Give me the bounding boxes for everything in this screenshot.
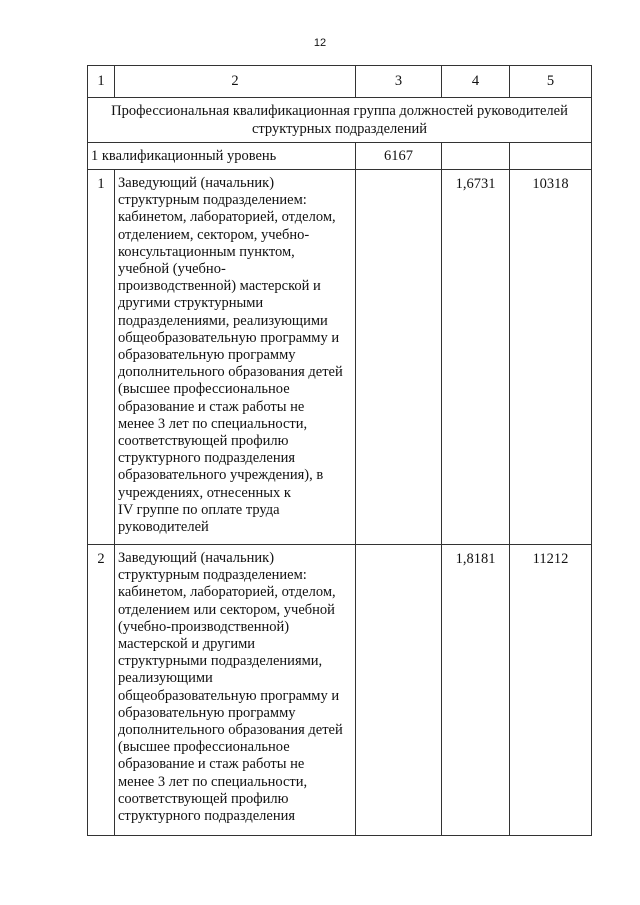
description-line: кабинетом, лабораторией, отделом,: [118, 209, 336, 226]
description-line: соответствующей профилю: [118, 433, 289, 450]
salary-cell: 11212: [510, 545, 592, 836]
description-line: структурными подразделениями,: [118, 653, 323, 670]
column-header: 2: [115, 66, 356, 98]
description-line: менее 3 лет по специальности,: [118, 773, 308, 790]
qualification-level-code: 6167: [356, 143, 442, 170]
group-title-line: структурных подразделений: [251, 121, 428, 137]
description-line: образование и стаж работы не: [118, 756, 305, 773]
description-line: Заведующий (начальник): [118, 175, 275, 191]
table-header-row: [88, 66, 592, 98]
salary-table: [87, 65, 592, 836]
description-line: структурным подразделением:: [118, 192, 307, 209]
group-title: [88, 98, 592, 143]
description-line: подразделениями, реализующими: [118, 312, 328, 329]
row-number: 2: [88, 545, 115, 836]
empty-cell: [510, 143, 592, 170]
empty-cell: [442, 143, 510, 170]
salary-cell: 10318: [510, 170, 592, 545]
group-title-line: Профессиональная квалификационная группа должностей руководителей: [111, 103, 568, 119]
table-row: [88, 545, 592, 836]
description-line: (учебно-производственной): [118, 618, 290, 635]
description-line: структурного подразделения: [118, 808, 296, 825]
description-line: соответствующей профилю: [118, 790, 289, 807]
description-line: консультационным пунктом,: [118, 243, 295, 260]
description-line: отделением, сектором, учебно-: [118, 226, 310, 243]
description-line: образовательного учреждения), в: [118, 467, 324, 484]
description-line: дополнительного образования детей: [118, 364, 343, 381]
description-line: учреждениях, отнесенных к: [118, 484, 291, 501]
category-cell: [356, 170, 442, 545]
description-line: образовательную программу: [118, 704, 296, 721]
description-line: общеобразовательную программу и: [118, 687, 340, 704]
description-line: менее 3 лет по специальности,: [118, 415, 308, 432]
qualification-level-row: [88, 143, 592, 170]
description-line: образовательную программу: [118, 347, 296, 364]
row-number: 1: [88, 170, 115, 545]
description-line: руководителей: [118, 519, 209, 536]
coefficient-cell: 1,8181: [442, 545, 510, 836]
coefficient-cell: 1,6731: [442, 170, 510, 545]
description-line: производственной) мастерской и: [118, 278, 321, 295]
description-line: учебной (учебно-: [118, 261, 226, 278]
description-line: общеобразовательную программу и: [118, 329, 340, 346]
description-line: (высшее профессиональное: [118, 381, 290, 398]
description-line: структурного подразделения: [118, 450, 296, 467]
column-header: 3: [356, 66, 442, 98]
description-line: отделением или сектором, учебной: [118, 601, 335, 618]
column-header: 1: [88, 66, 115, 98]
qualification-level-label: 1 квалификационный уровень: [88, 143, 356, 170]
position-description: [115, 545, 356, 836]
position-description: [115, 170, 356, 545]
description-line: другими структурными: [118, 295, 264, 312]
description-line: (высшее профессиональное: [118, 739, 290, 756]
description-line: IV группе по оплате труда: [118, 501, 280, 518]
description-line: кабинетом, лабораторией, отделом,: [118, 584, 336, 601]
column-header: 4: [442, 66, 510, 98]
category-cell: [356, 545, 442, 836]
description-line: Заведующий (начальник): [118, 550, 275, 566]
description-line: структурным подразделением:: [118, 567, 307, 584]
page-number: 12: [313, 37, 327, 49]
group-title-row: [88, 98, 592, 143]
description-line: дополнительного образования детей: [118, 722, 343, 739]
table-row: [88, 170, 592, 545]
description-line: реализующими: [118, 670, 213, 687]
description-line: образование и стаж работы не: [118, 398, 305, 415]
description-line: мастерской и другими: [118, 636, 256, 653]
column-header: 5: [510, 66, 592, 98]
